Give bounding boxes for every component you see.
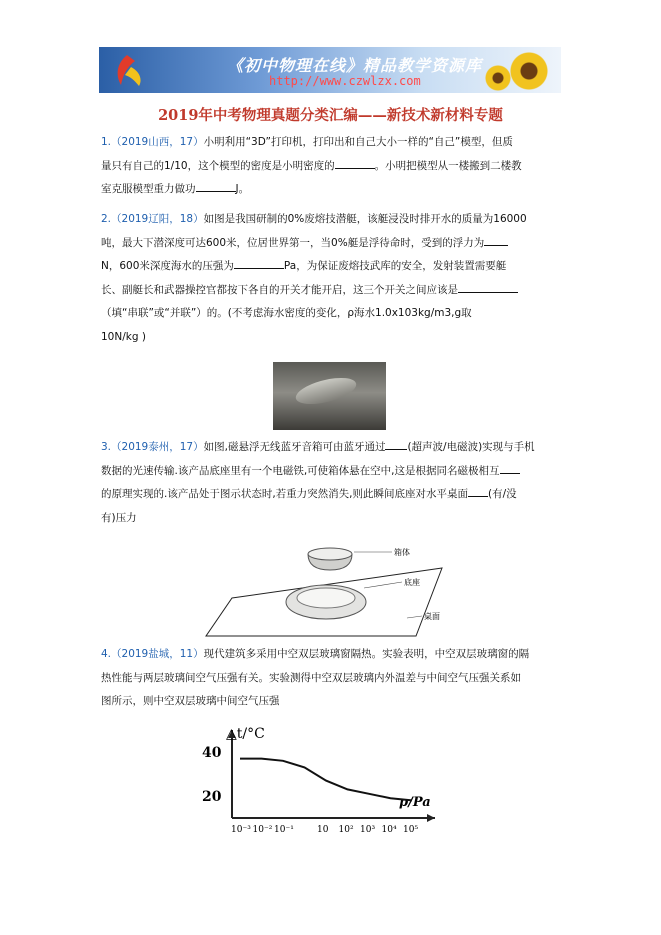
- sunflower-icon: [485, 65, 511, 91]
- question-text: 量只有自己的1/10，这个模型的密度是小明密度的: [101, 159, 335, 172]
- answer-blank[interactable]: [484, 233, 508, 246]
- question-text: (有/没: [488, 488, 517, 500]
- question-text: 如图,磁悬浮无线蓝牙音箱可由蓝牙通过: [203, 441, 386, 453]
- document-title: 2019年中考物理真题分类汇编——新技术新材料专题: [158, 107, 503, 124]
- x-tick-label: 10⁻³: [231, 825, 251, 835]
- question-text: (超声波/电磁波)实现与手机: [407, 441, 535, 453]
- question-text: 现代建筑多采用中空双层玻璃窗隔热。实验表明，中空双层玻璃窗的隔: [203, 648, 530, 660]
- x-tick-label: 10: [317, 825, 329, 835]
- series-line: [240, 759, 412, 801]
- question-text: 长、副艇长和武器操控官都按下各自的开关才能开启，这三个开关之间应该是: [101, 283, 458, 296]
- question-text: 室克服模型重力做功: [101, 183, 196, 195]
- question-text: 。小明把模型从一楼搬到二楼教: [374, 159, 522, 172]
- question-text: 吨，最大下潜深度可达600米，位居世界第一，当0%艇是浮待命时，受到的浮力为: [101, 236, 485, 249]
- banner-url[interactable]: http://www.czwlzx.com: [269, 74, 421, 88]
- question-text: J。: [235, 183, 250, 195]
- x-tick-label: 10³: [360, 825, 376, 835]
- submarine-shape: [293, 373, 358, 409]
- x-tick-label: 10⁻²: [252, 825, 273, 835]
- answer-blank[interactable]: [458, 280, 518, 293]
- question-text: 小明利用“3D”打印机，打印出和自己大小一样的“自己”模型，但质: [203, 136, 513, 148]
- question-3: [101, 436, 563, 530]
- question-text: Pa，为保证废熔技武库的安全，发射装置需要艇: [283, 260, 507, 272]
- question-text: 有)压力: [101, 511, 137, 524]
- answer-blank[interactable]: [196, 179, 236, 192]
- submarine-photo: [273, 362, 386, 430]
- question-source: 2.（2019辽阳，18）: [101, 213, 204, 225]
- temperature-pressure-chart: [200, 720, 450, 845]
- site-logo-icon: [109, 53, 149, 87]
- header-banner: [99, 47, 561, 93]
- y-tick-label: 40: [202, 745, 222, 761]
- base-ring-inner: [297, 588, 355, 608]
- question-1: [101, 131, 563, 202]
- x-tick-label: 10⁴: [381, 825, 397, 835]
- y-tick-label: 20: [202, 789, 222, 805]
- question-2: [101, 208, 563, 349]
- question-text: 10N/kg ): [101, 330, 146, 343]
- x-axis-label: p/Pa: [399, 795, 431, 810]
- question-4: [101, 643, 563, 714]
- speaker-figure: [202, 540, 464, 640]
- question-text: 热性能与两层玻璃间空气压强有关。实验测得中空双层玻璃内外温差与中间空气压强关系如: [101, 671, 521, 684]
- answer-blank[interactable]: [468, 484, 488, 497]
- x-tick-label: 10⁻¹: [274, 825, 294, 835]
- x-axis-arrow: [427, 814, 435, 822]
- question-text: 数据的光速传输.该产品底座里有一个电磁铁,可使箱体悬在空中,这是根据同名磁极相互: [101, 464, 500, 477]
- x-tick-label: 10²: [338, 825, 354, 835]
- sunflower-icon: [509, 51, 549, 91]
- question-text: N，600米深度海水的压强为: [101, 260, 234, 272]
- question-text: 图所示，则中空双层玻璃中间空气压强: [101, 695, 280, 707]
- banner-title: 《初中物理在线》精品教学资源库: [227, 56, 483, 75]
- speaker-top: [308, 548, 352, 560]
- label-box: 箱体: [394, 548, 410, 557]
- answer-blank[interactable]: [500, 461, 520, 474]
- question-text: 的原理实现的.该产品处于图示状态时,若重力突然消失,则此瞬间底座对水平桌面: [101, 488, 469, 500]
- question-source: 3.（2019泰州，17）: [101, 441, 204, 453]
- label-desk: 桌面: [424, 612, 440, 621]
- answer-blank[interactable]: [335, 156, 375, 169]
- question-text: （填“串联”或“并联”）的。(不考虑海水密度的变化，ρ海水1.0x103kg/m3,g取: [101, 307, 472, 319]
- question-source: 4.（2019盐城，11）: [101, 648, 204, 660]
- answer-blank[interactable]: [385, 437, 407, 450]
- label-base: 底座: [404, 578, 420, 587]
- question-source: 1.（2019山西，17）: [101, 136, 204, 148]
- y-axis-label: △t/°C: [226, 726, 265, 742]
- question-text: 如图是我国研制的0%废熔技潜艇，该艇浸没时排开水的质量为16000: [203, 213, 527, 225]
- x-tick-label: 10⁵: [403, 825, 419, 835]
- answer-blank[interactable]: [234, 256, 284, 269]
